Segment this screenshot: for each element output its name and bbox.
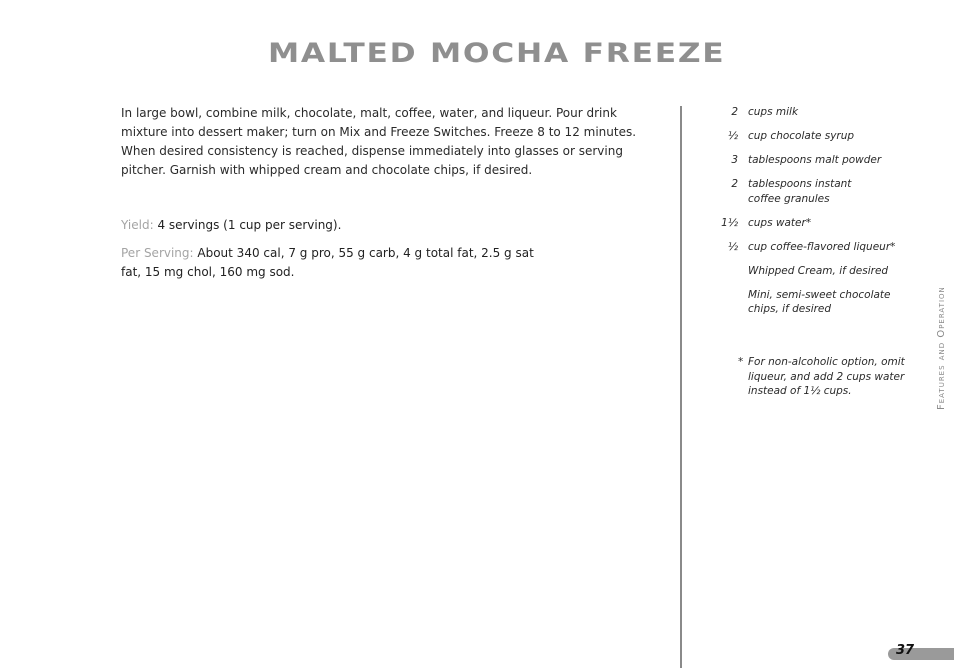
yield-value: 4 servings (1 cup per serving).	[153, 218, 342, 232]
ingredient-name: tablespoons instant coffee granules	[748, 178, 852, 205]
ingredient-quantity: ½	[727, 240, 738, 253]
ingredient-item	[700, 105, 910, 120]
recipe-directions: In large bowl, combine milk, chocolate, malt, coffee, water, and liqueur. Pour drink mixture into dessert maker; turn on Mix and Freeze Switches. Freeze 8 to 12 minutes. When desired consistency is reached, dispense immediately into glasses or serving pitcher. Garnish with whipped cream and chocolate chips, if desired.	[121, 106, 637, 177]
ingredient-quantity: 2	[731, 106, 738, 118]
recipe-title-container	[268, 36, 758, 72]
footnote-text: For non-alcoholic option, omit liqueur, and add 2 cups water instead of 1½ cups.	[748, 356, 905, 397]
nutrition-value: About 340 cal, 7 g pro, 55 g carb, 4 g total fat, 2.5 g sat fat, 15 mg chol, 160 mg sod.	[121, 246, 534, 279]
ingredient-name: cup chocolate syrup	[748, 130, 855, 142]
ingredient-name: Whipped Cream, if desired	[748, 264, 889, 277]
footnote-marker: *	[738, 356, 744, 368]
ingredient-list	[700, 105, 910, 326]
ingredient-quantity: 1½	[721, 216, 738, 229]
ingredient-name: tablespoons malt powder	[748, 154, 882, 166]
recipe-yield	[121, 216, 651, 235]
recipe-nutrition	[121, 244, 551, 282]
ingredient-quantity: 2	[731, 178, 738, 190]
column-divider	[680, 106, 682, 668]
ingredient-item	[700, 129, 910, 144]
ingredient-item	[700, 288, 910, 317]
ingredient-footnote	[738, 355, 908, 399]
ingredient-quantity	[700, 288, 748, 317]
nutrition-label: Per Serving:	[121, 246, 194, 260]
page-number: 37	[896, 643, 915, 658]
ingredient-name: Mini, semi-sweet chocolate chips, if desired	[748, 288, 891, 315]
ingredient-name: cups milk	[748, 106, 799, 118]
recipe-title: MALTED MOCHA FREEZE	[268, 38, 726, 69]
ingredient-item	[700, 177, 910, 206]
ingredient-quantity: ½	[727, 130, 738, 142]
ingredient-item	[700, 153, 910, 168]
ingredient-quantity: 3	[731, 154, 738, 166]
ingredient-name: cups water*	[748, 216, 812, 229]
section-side-label: Features and Operation	[936, 286, 947, 410]
ingredient-quantity	[700, 264, 748, 279]
yield-label: Yield:	[121, 218, 154, 232]
ingredient-item	[700, 240, 910, 255]
ingredient-name: cup coffee-flavored liqueur*	[748, 240, 896, 253]
ingredient-item	[700, 264, 910, 279]
ingredient-item	[700, 216, 910, 231]
